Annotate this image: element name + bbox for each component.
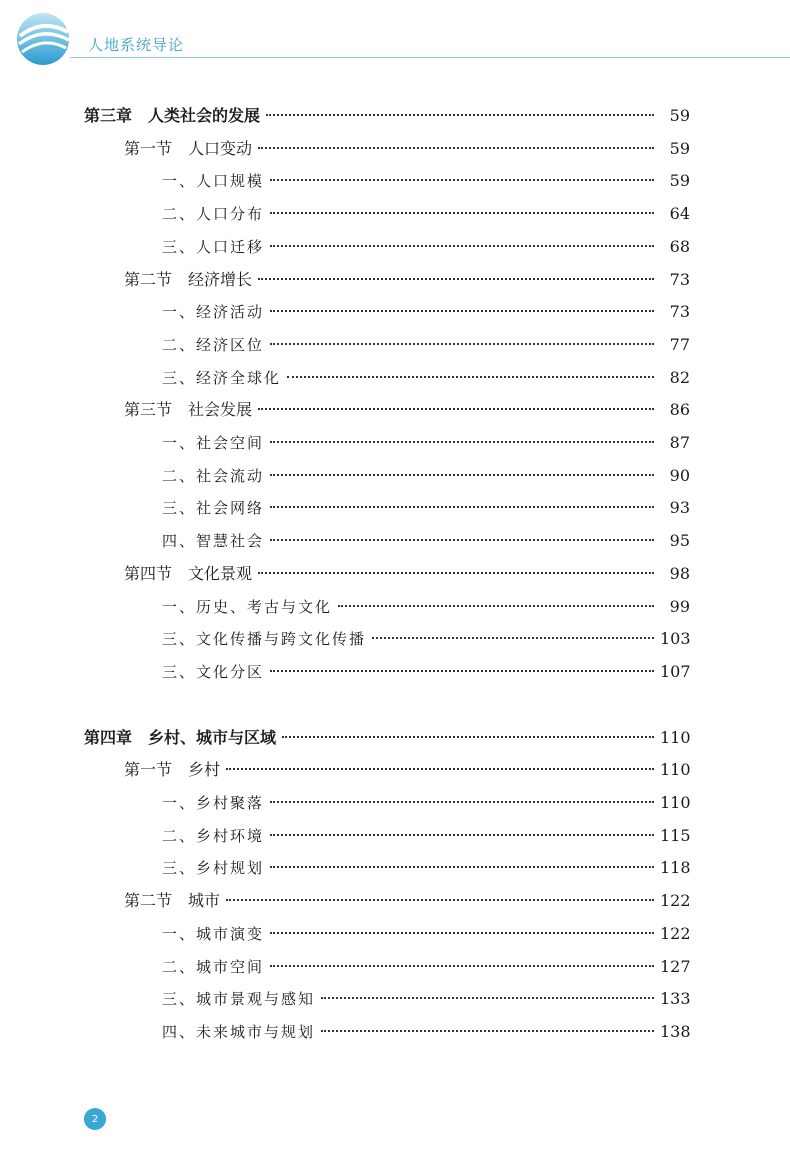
toc-label: 三、人口迁移 bbox=[162, 237, 265, 256]
toc-page-number: 110 bbox=[660, 727, 691, 747]
toc-row-item bbox=[0, 427, 790, 453]
toc-page-number: 98 bbox=[669, 563, 690, 583]
toc-page-number: 86 bbox=[669, 400, 690, 420]
toc-row-item bbox=[0, 591, 790, 617]
toc-label: 一、历史、考古与文化 bbox=[162, 597, 333, 616]
toc-entry bbox=[162, 367, 690, 388]
toc-leader-dots bbox=[270, 177, 654, 181]
toc-label: 第四节 文化景观 bbox=[124, 563, 253, 583]
book-title: 人地系统导论 bbox=[88, 36, 185, 54]
toc-leader-dots bbox=[270, 472, 654, 476]
toc-leader-dots bbox=[270, 210, 654, 214]
toc-entry bbox=[162, 988, 690, 1009]
toc-row-item bbox=[0, 1016, 790, 1042]
toc-entry bbox=[162, 857, 690, 878]
toc-leader-dots bbox=[270, 930, 654, 934]
toc-entry bbox=[162, 301, 690, 322]
toc-page-number: 127 bbox=[660, 956, 691, 976]
toc-leader-dots bbox=[338, 603, 654, 607]
toc-row-item bbox=[0, 460, 790, 486]
toc-label: 第三章 人类社会的发展 bbox=[84, 106, 261, 125]
toc-leader-dots bbox=[258, 570, 654, 574]
toc-page-number: 95 bbox=[669, 531, 690, 551]
toc-row-item bbox=[0, 231, 790, 257]
toc-entry bbox=[124, 888, 690, 911]
toc-row-item bbox=[0, 198, 790, 224]
toc-leader-dots bbox=[282, 734, 654, 738]
toc-label: 第二节 经济增长 bbox=[124, 269, 253, 289]
toc-page-number: 59 bbox=[669, 138, 690, 158]
toc-leader-dots bbox=[321, 995, 654, 999]
toc-leader-dots bbox=[270, 308, 654, 312]
toc-page-number: 68 bbox=[669, 236, 690, 256]
toc-entry bbox=[162, 334, 690, 355]
toc-row-item bbox=[0, 492, 790, 518]
toc-entry bbox=[124, 397, 690, 420]
toc-row-item bbox=[0, 296, 790, 322]
toc-row-item bbox=[0, 165, 790, 191]
toc-label: 一、社会空间 bbox=[162, 434, 265, 452]
toc-leader-dots bbox=[270, 341, 654, 345]
page-number-badge: 2 bbox=[84, 1108, 106, 1130]
toc-page-number: 122 bbox=[660, 923, 691, 943]
toc-leader-dots bbox=[226, 897, 654, 901]
toc-leader-dots bbox=[270, 537, 654, 541]
toc-row-chapter bbox=[0, 722, 790, 748]
toc-entry bbox=[162, 432, 690, 453]
toc-label: 一、城市演变 bbox=[162, 924, 265, 943]
toc-page-number: 93 bbox=[669, 498, 690, 518]
toc-row-item bbox=[0, 525, 790, 551]
toc-page-number: 99 bbox=[669, 596, 690, 616]
toc-label: 三、文化传播与跨文化传播 bbox=[162, 630, 367, 649]
toc-leader-dots bbox=[270, 668, 654, 672]
toc-label: 第一节 乡村 bbox=[124, 760, 221, 780]
toc-entry bbox=[124, 136, 690, 159]
header-divider bbox=[70, 57, 790, 58]
toc-entry bbox=[162, 923, 690, 944]
toc-label: 三、社会网络 bbox=[162, 499, 265, 518]
toc-row-item bbox=[0, 820, 790, 846]
toc-label: 二、城市空间 bbox=[162, 957, 265, 976]
toc-label: 二、经济区位 bbox=[162, 335, 265, 354]
wave-logo-icon bbox=[14, 10, 72, 68]
toc-label: 三、乡村规划 bbox=[162, 859, 265, 878]
toc-label: 二、社会流动 bbox=[162, 466, 265, 485]
toc-row-section bbox=[0, 133, 790, 159]
toc-leader-dots bbox=[287, 374, 654, 378]
toc-row-item bbox=[0, 362, 790, 388]
toc-entry bbox=[162, 236, 690, 257]
toc-entry bbox=[162, 661, 690, 682]
toc-label: 三、文化分区 bbox=[162, 662, 265, 681]
toc-row-section bbox=[0, 394, 790, 420]
toc-page-number: 82 bbox=[669, 367, 690, 387]
toc-entry bbox=[162, 628, 690, 649]
toc-label: 第四章 乡村、城市与区域 bbox=[84, 727, 277, 747]
toc-row-section bbox=[0, 558, 790, 584]
toc-label: 第三节 社会发展 bbox=[124, 400, 253, 420]
toc-entry bbox=[162, 203, 690, 224]
toc-page-number: 118 bbox=[660, 858, 691, 878]
toc-leader-dots bbox=[258, 406, 654, 410]
toc-leader-dots bbox=[270, 799, 654, 803]
toc-page-number: 73 bbox=[669, 269, 690, 289]
toc-page-number: 138 bbox=[660, 1021, 691, 1041]
toc-label: 第一节 人口变动 bbox=[124, 138, 253, 158]
toc-page-number: 59 bbox=[669, 106, 690, 125]
toc-label: 一、经济活动 bbox=[162, 303, 265, 322]
toc-row-item bbox=[0, 623, 790, 649]
toc-page-number: 122 bbox=[660, 891, 691, 911]
toc-entry bbox=[124, 267, 690, 290]
toc-page-number: 107 bbox=[660, 661, 691, 681]
toc-leader-dots bbox=[270, 504, 654, 508]
toc-row-section bbox=[0, 264, 790, 290]
toc-entry bbox=[162, 596, 690, 617]
toc-label: 二、乡村环境 bbox=[162, 826, 265, 845]
toc-row-item bbox=[0, 329, 790, 355]
toc-entry bbox=[162, 1021, 690, 1042]
toc-row-section bbox=[0, 885, 790, 911]
toc-entry bbox=[162, 170, 690, 191]
toc-leader-dots bbox=[270, 864, 654, 868]
toc-label: 三、城市景观与感知 bbox=[162, 990, 316, 1009]
toc-page-number: 115 bbox=[660, 825, 691, 845]
toc-row-item bbox=[0, 951, 790, 977]
toc-entry bbox=[162, 825, 690, 846]
toc-page-number: 103 bbox=[660, 629, 691, 649]
toc-leader-dots bbox=[270, 243, 654, 247]
toc-leader-dots bbox=[258, 276, 654, 280]
toc-leader-dots bbox=[258, 145, 654, 149]
toc-entry bbox=[162, 530, 690, 551]
toc-page-number: 110 bbox=[660, 760, 691, 780]
toc-leader-dots bbox=[226, 766, 654, 770]
toc-page-number: 87 bbox=[669, 433, 690, 452]
toc-row-item bbox=[0, 787, 790, 813]
toc-leader-dots bbox=[266, 112, 654, 116]
toc-row-item bbox=[0, 656, 790, 682]
toc-leader-dots bbox=[321, 1028, 654, 1032]
toc-entry bbox=[84, 103, 690, 126]
toc-label: 一、乡村聚落 bbox=[162, 794, 265, 812]
toc-label: 三、经济全球化 bbox=[162, 368, 282, 387]
toc-row-item bbox=[0, 852, 790, 878]
toc-page-number: 90 bbox=[669, 465, 690, 485]
toc-page-number: 73 bbox=[669, 302, 690, 322]
toc-entry bbox=[124, 757, 690, 780]
toc-page-number: 110 bbox=[660, 793, 691, 812]
toc-label: 四、智慧社会 bbox=[162, 532, 265, 551]
toc-entry bbox=[162, 465, 690, 486]
toc-entry bbox=[162, 792, 690, 813]
toc-leader-dots bbox=[270, 832, 654, 836]
toc-page-number: 59 bbox=[669, 171, 690, 191]
toc-leader-dots bbox=[372, 635, 654, 639]
toc-label: 二、人口分布 bbox=[162, 205, 265, 224]
toc-row-item bbox=[0, 983, 790, 1009]
toc-label: 一、人口规模 bbox=[162, 172, 265, 191]
toc-leader-dots bbox=[270, 963, 654, 967]
toc-page-number: 77 bbox=[669, 334, 690, 354]
toc-leader-dots bbox=[270, 439, 654, 443]
toc-entry bbox=[84, 725, 690, 748]
toc-page-number: 64 bbox=[669, 204, 690, 224]
toc-label: 第二节 城市 bbox=[124, 891, 221, 911]
page-header bbox=[0, 0, 790, 70]
toc-row-item bbox=[0, 918, 790, 944]
toc-row-chapter bbox=[0, 100, 790, 126]
toc-entry bbox=[124, 561, 690, 584]
toc-row-section bbox=[0, 754, 790, 780]
toc-label: 四、未来城市与规划 bbox=[162, 1022, 316, 1041]
toc-entry bbox=[162, 497, 690, 518]
toc-entry bbox=[162, 956, 690, 977]
toc-page-number: 133 bbox=[660, 989, 691, 1009]
